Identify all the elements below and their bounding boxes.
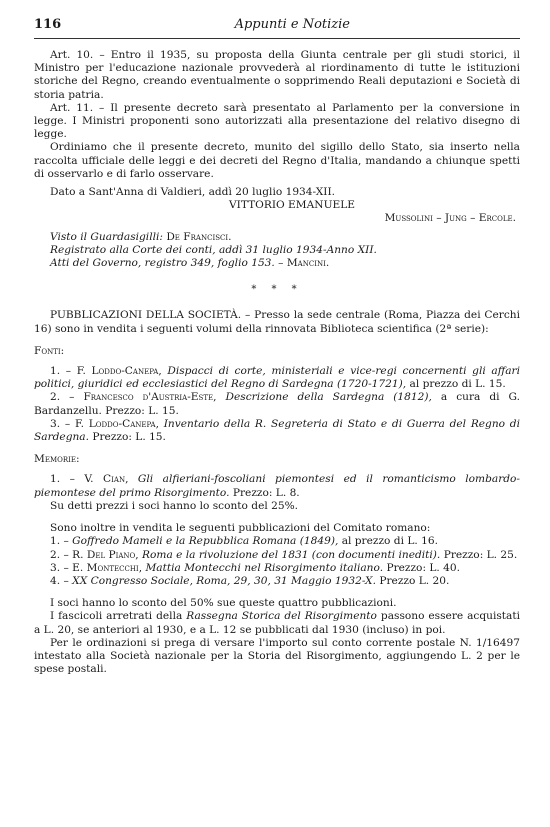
list-item: 1. – Goffredo Mameli e la Repubblica Romana (1849), al prezzo di L. 16. [50, 535, 438, 548]
visto-line [34, 231, 520, 244]
fonti-list [34, 365, 520, 444]
publications-heading: PUBBLICAZIONI DELLA SOCIETÀ. [50, 309, 242, 322]
memorie-label: Memorie: [34, 453, 80, 466]
king-signature: VITTORIO EMANUELE [229, 199, 355, 212]
atti-line [34, 257, 520, 270]
fonti-label: Fonti: [34, 344, 65, 357]
list-item: 2. – R. Del Piano, Roma e la rivoluzione del 1831 (con documenti inediti). Prezzo: L. 25. [50, 548, 518, 561]
fascicoli-note: I fascicoli arretrati della Rassegna Storica del Risorgimento passono essere acquistati a L. 20, se anteriori al 1930, e a L. 12 se pubblicati dal 1930 (incluso) in poi. [34, 610, 521, 636]
decree-date: Dato a Sant'Anna di Valdieri, addì 20 luglio 1934-XII. [50, 186, 336, 199]
atti-name: Mancini. [286, 257, 330, 270]
list-item: 3. – F. Loddo-Canepa, Inventario della R. Segreteria di Stato e di Guerra del Regno di Sardegna. Prezzo: L. 15. [34, 417, 520, 444]
article-10: Art. 10. – Entro il 1935, su proposta della Giunta centrale per gli studi storici, il Ministro per l'educazione nazionale provvederà al riordinamento di tutte le istituzioni storiche del Regno, creando eventualmente o sopprimendo Reali deputazioni e Società di storia patria. [34, 49, 520, 101]
section-separator: * * * [251, 284, 303, 296]
visto-name: De Francisci. [166, 230, 232, 243]
discount-note-2: I soci hanno lo sconto del 50% sue queste quattro pubblicazioni. [50, 597, 397, 610]
visto-prefix: Visto il Guardasigilli: [50, 230, 163, 243]
page-header [34, 18, 520, 39]
decree-order: Ordiniamo che il presente decreto, munito del sigillo dello Stato, sia inserto nella raccolta ufficiale delle leggi e dei decreti del Regno d'Italia, mandando a chiunque spetti di osservarlo e di farlo osservare. [34, 141, 520, 180]
article-11: Art. 11. – Il presente decreto sarà presentato al Parlamento per la conversione in legge. I Ministri proponenti sono autorizzati alla presentazione del relativo disegno di legge. [34, 101, 520, 141]
minister-signatories: Mussolini – Jung – Ercole. [384, 212, 516, 225]
registrato-line: Registrato alla Corte dei conti, addì 31 luglio 1934-Anno XII. [50, 243, 377, 256]
comitato-intro: Sono inoltre in vendita le seguenti pubblicazioni del Comitato romano: [50, 522, 431, 535]
list-item: 4. – XX Congresso Sociale, Roma, 29, 30, 31 Maggio 1932-X. Prezzo L. 20. [50, 574, 450, 587]
atti-text: Atti del Governo, registro 349, foglio 153. – [50, 257, 284, 270]
list-item: 2. – Francesco d'Austria-Este, Descrizione della Sardegna (1812), a cura di G. Bardanzellu. Prezzo: L. 15. [34, 391, 520, 417]
memorie-list [34, 473, 520, 499]
discount-note-1: Su detti prezzi i soci hanno lo sconto del 25%. [50, 499, 299, 512]
running-title: Appunti e Notizie [234, 17, 350, 32]
comitato-list [34, 535, 520, 588]
publications-intro [34, 309, 520, 335]
ordering-note: Per le ordinazioni si prega di versare l'importo sul conto corrente postale N. 1/16497 intestato alla Società nazionale per la Storia del Risorgimento, aggiungendo L. 2 per le spese postali. [34, 636, 520, 676]
list-item: 1. – V. Cian, Gli alfieriani-foscoliani piemontesi ed il romanticismo lombardo-piemontese del primo Risorgimento. Prezzo: L. 8. [34, 473, 520, 499]
list-item: 1. – F. Loddo-Canepa, Dispacci di corte, ministeriali e vice-regi concernenti gli affari politici, giuridici ed ecclesiastici del Regno di Sardegna (1720-1721), al prezzo di L. 15. [34, 365, 520, 391]
list-item: 3. – E. Montecchi, Mattia Montecchi nel Risorgimento italiano. Prezzo: L. 40. [50, 561, 460, 574]
publications-intro-text: – Presso la sede centrale (Roma, Piazza dei Cerchi 16) sono in vendita i seguenti volumi della rinnovata Biblioteca scientifica (2ª serie): [34, 309, 521, 335]
page-number: 116 [34, 17, 62, 32]
document-page [34, 18, 520, 676]
